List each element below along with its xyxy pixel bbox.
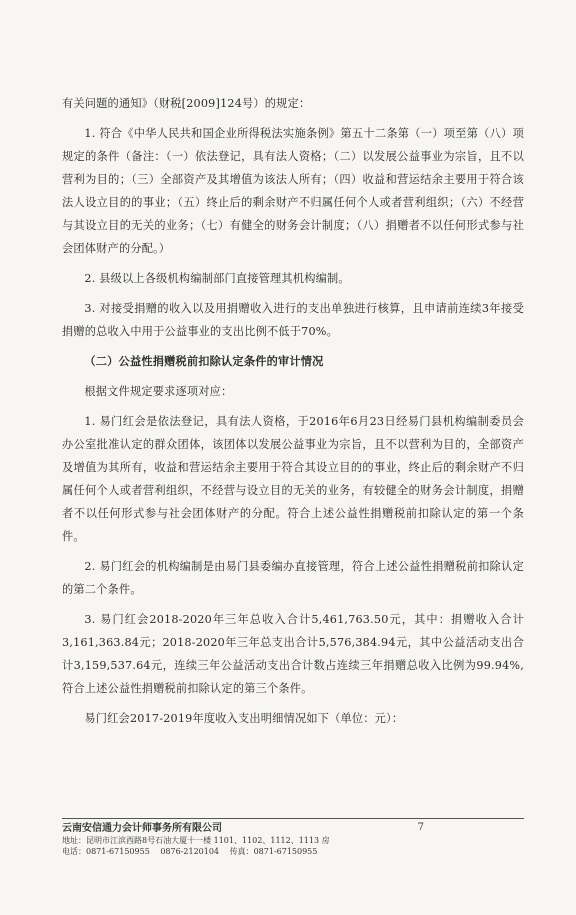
firm-name: 云南安信通力会计师事务所有限公司 (62, 823, 222, 834)
phone-number-2: 0876-2120104 (160, 847, 220, 856)
paragraph-condition-1: 1. 符合《中华人民共和国企业所得税法实施条例》第五十二条第（一）项至第（八）项规定的条件（备注：（一）依法登记，具有法人资格；（二）以发展公益事业为宗旨，且不以营利为目的；（三）全部资产及其增值为该法人所有；（四）收益和营运结余主要用于符合该法人设立目的的事业；（五）终止后的剩余财产不归属任何个人或者营利组织；（六）不经营与其设立目的无关的业务；（七）有健全的财务会计制度；（八）捐赠者不以任何形式参与社会团体财产的分配。） (62, 127, 524, 255)
paragraph-condition-3: 3. 对接受捐赠的收入以及用捐赠收入进行的支出单独进行核算，且申请前连续3年接受捐赠的总收入中用于公益事业的支出比例不低于70%。 (62, 302, 524, 338)
paragraph-audit-2: 2. 易门红会的机构编制是由易门县委编办直接管理，符合上述公益性捐赠税前扣除认定的第二个条件。 (62, 560, 524, 596)
paragraph-condition-2: 2. 县级以上各级机构编制部门直接管理其机构编制。 (84, 272, 350, 285)
fax-number: 传真：0871-67150955 (229, 847, 318, 856)
firm-address: 地址：昆明市江滨西路8号石油大厦十一楼 1101、1102、1112、1113 房 (62, 836, 330, 845)
contact-line (62, 846, 524, 857)
paragraph-audit-3: 3. 易门红会2018-2020年三年总收入合计5,461,763.50元，其中：捐赠收入合计3,161,363.84元；2018-2020年三年总支出合计5,576,384.94元，其中公益活动支出合计3,159,537.64元，连续三年公益活动支出合计数占连续三年捐赠总收入比例为99.94%,符合上述公益性捐赠税前扣除认定的第三个条件。 (62, 613, 524, 695)
page-footer (62, 818, 524, 857)
phone-number: 电话：0871-67150955 (62, 847, 150, 856)
document-body (62, 92, 524, 737)
paragraph-audit-1: 1. 易门红会是依法登记，具有法人资格，于2016年6月23日经易门县机构编制委员会办公室批准认定的群众团体，该团体以发展公益事业为宗旨，且不以营利为目的，全部资产及增值为其所有，收益和营运结余主要用于符合其设立目的的事业，终止后的剩余财产不归属任何个人或者营利组织，不经营与设立目的无关的业务，有较健全的财务会计制度，捐赠者不以任何形式参与社会团体财产的分配。符合上述公益性捐赠税前扣除认定的第一个条件。 (62, 415, 524, 543)
paragraph-detail-intro: 易门红会2017-2019年度收入支出明细情况如下（单位：元）： (84, 712, 404, 725)
paragraph-intro: 有关问题的通知》（财税[2009]124号）的规定： (62, 97, 311, 110)
section-heading: （二）公益性捐赠税前扣除认定条件的审计情况 (84, 354, 324, 368)
paragraph-requirement-intro: 根据文件规定要求逐项对应： (84, 385, 233, 398)
page-number: 7 (417, 822, 424, 833)
